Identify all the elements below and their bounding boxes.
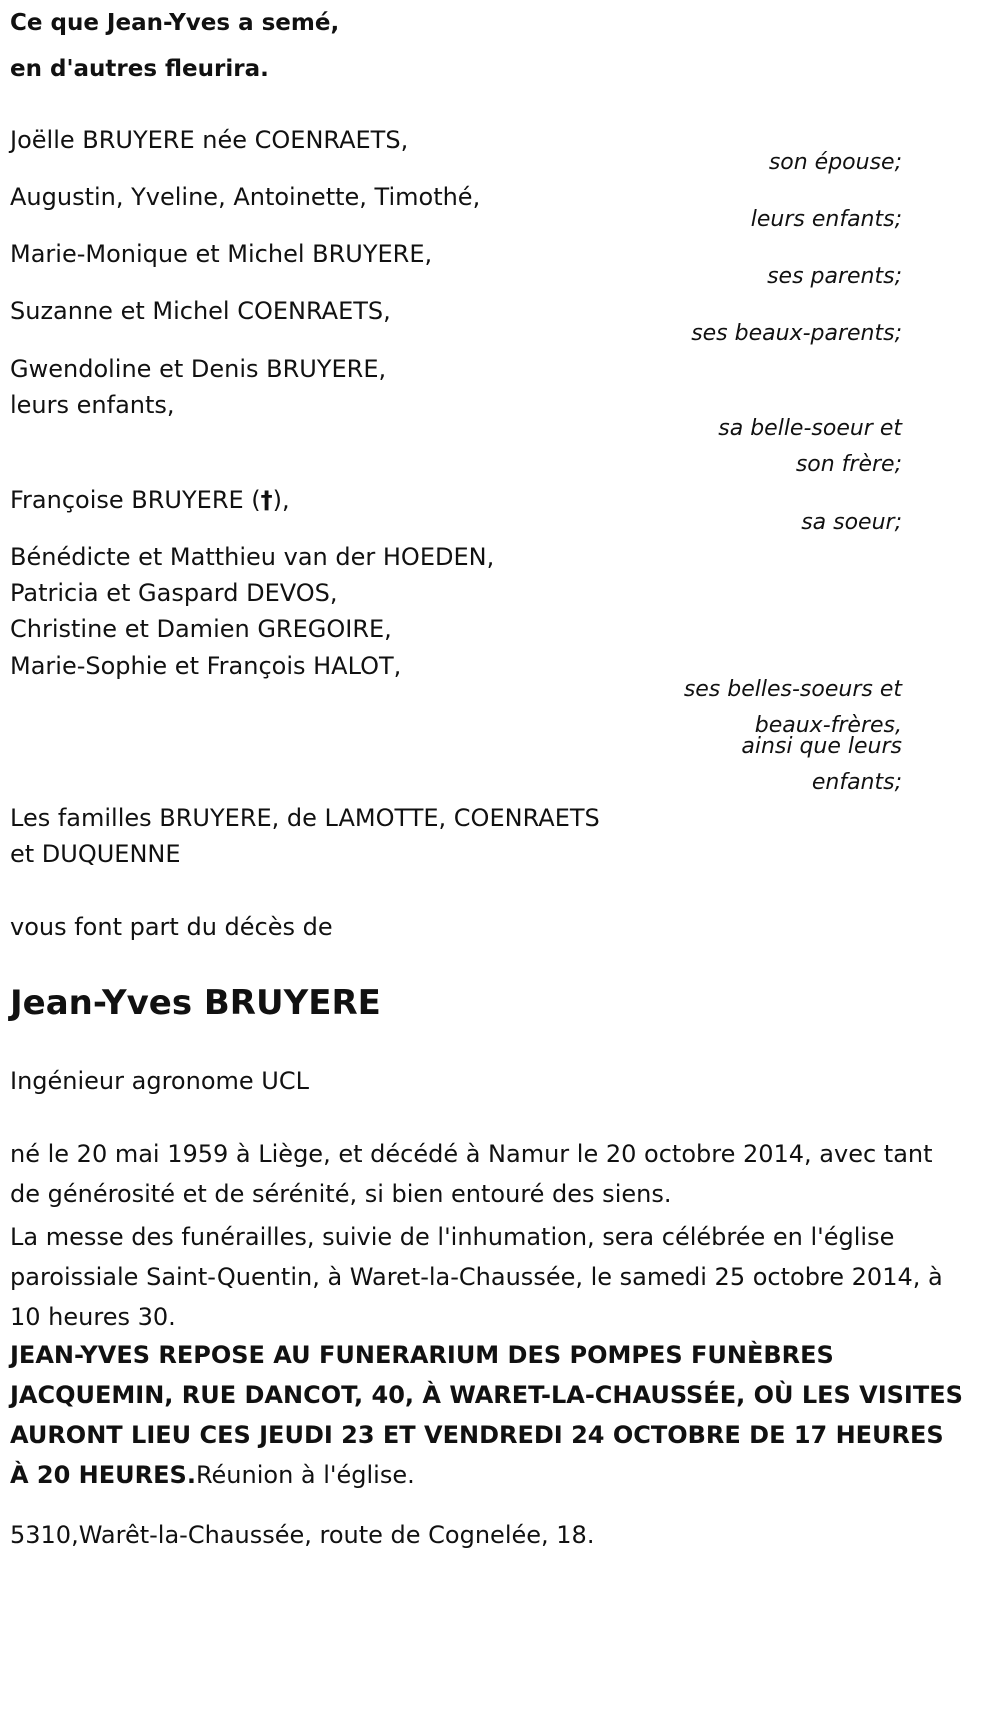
visitation-bold: JEAN-YVES REPOSE AU FUNERARIUM DES POMPES FUNÈBRES JACQUEMIN, RUE DANCOT, 40, À WARET-LA-CHAUSSÉE, OÙ LES VISITES AURONT LIEU CES JEUDI 23 ET VENDREDI 24 OCTOBRE DE 17 HEURES À 20 HEURES. (10, 1341, 963, 1489)
deceased-name: Jean-Yves BRUYERE (10, 983, 381, 1023)
role-children: leurs enfants; (750, 207, 902, 232)
role-parents: ses parents; (767, 264, 902, 289)
family-spouse: Joëlle BRUYERE née COENRAETS, (10, 126, 409, 154)
visitation-paragraph (10, 1335, 970, 1495)
role-sister: sa soeur; (801, 510, 902, 535)
cross-icon: † (260, 486, 273, 514)
family-sister-name: Françoise BRUYERE ( (10, 486, 261, 514)
family-brother-line-2: leurs enfants, (10, 391, 175, 419)
family-siblings-in-law-line-3: Christine et Damien GREGOIRE, (10, 615, 392, 643)
family-sister (10, 486, 290, 514)
deceased-title: Ingénieur agronome UCL (10, 1067, 309, 1095)
family-families-line-1: Les familles BRUYERE, de LAMOTTE, COENRAETS (10, 804, 600, 832)
family-parents-in-law: Suzanne et Michel COENRAETS, (10, 297, 391, 325)
family-children: Augustin, Yveline, Antoinette, Timothé, (10, 183, 481, 211)
family-siblings-in-law-line-4: Marie-Sophie et François HALOT, (10, 652, 402, 680)
family-siblings-in-law-line-2: Patricia et Gaspard DEVOS, (10, 579, 338, 607)
family-parents: Marie-Monique et Michel BRUYERE, (10, 240, 433, 268)
family-sister-suffix: ), (272, 486, 290, 514)
funeral-paragraph: La messe des funérailles, suivie de l'inhumation, sera célébrée en l'église paroissiale Saint-Quentin, à Waret-la-Chaussée, le samedi 25 octobre 2014, à 10 heures 30. (10, 1223, 943, 1331)
role-spouse: son épouse; (768, 150, 902, 175)
role-brother-line-1: sa belle-soeur et (718, 416, 902, 441)
role-siblings-in-law-line-3: ainsi que leurs (741, 734, 902, 759)
visitation-tail: Réunion à l'église. (195, 1461, 415, 1489)
family-families-line-2: et DUQUENNE (10, 840, 181, 868)
announcement: vous font part du décès de (10, 913, 333, 941)
family-brother-line-1: Gwendoline et Denis BRUYERE, (10, 355, 387, 383)
role-siblings-in-law-line-2: beaux-frères, (754, 713, 902, 738)
family-siblings-in-law-line-1: Bénédicte et Matthieu van der HOEDEN, (10, 543, 495, 571)
address: 5310,Warêt-la-Chaussée, route de Cognelée, 18. (10, 1521, 595, 1549)
role-parents-in-law: ses beaux-parents; (691, 321, 902, 346)
role-siblings-in-law-line-1: ses belles-soeurs et (683, 677, 902, 702)
role-brother-line-2: son frère; (795, 452, 902, 477)
role-siblings-in-law-line-4: enfants; (811, 770, 902, 795)
epigraph-line-2: en d'autres fleurira. (10, 56, 269, 82)
birth-death-paragraph: né le 20 mai 1959 à Liège, et décédé à Namur le 20 octobre 2014, avec tant de générosité et de sérénité, si bien entouré des siens. (10, 1140, 933, 1208)
epigraph-line-1: Ce que Jean-Yves a semé, (10, 10, 340, 36)
